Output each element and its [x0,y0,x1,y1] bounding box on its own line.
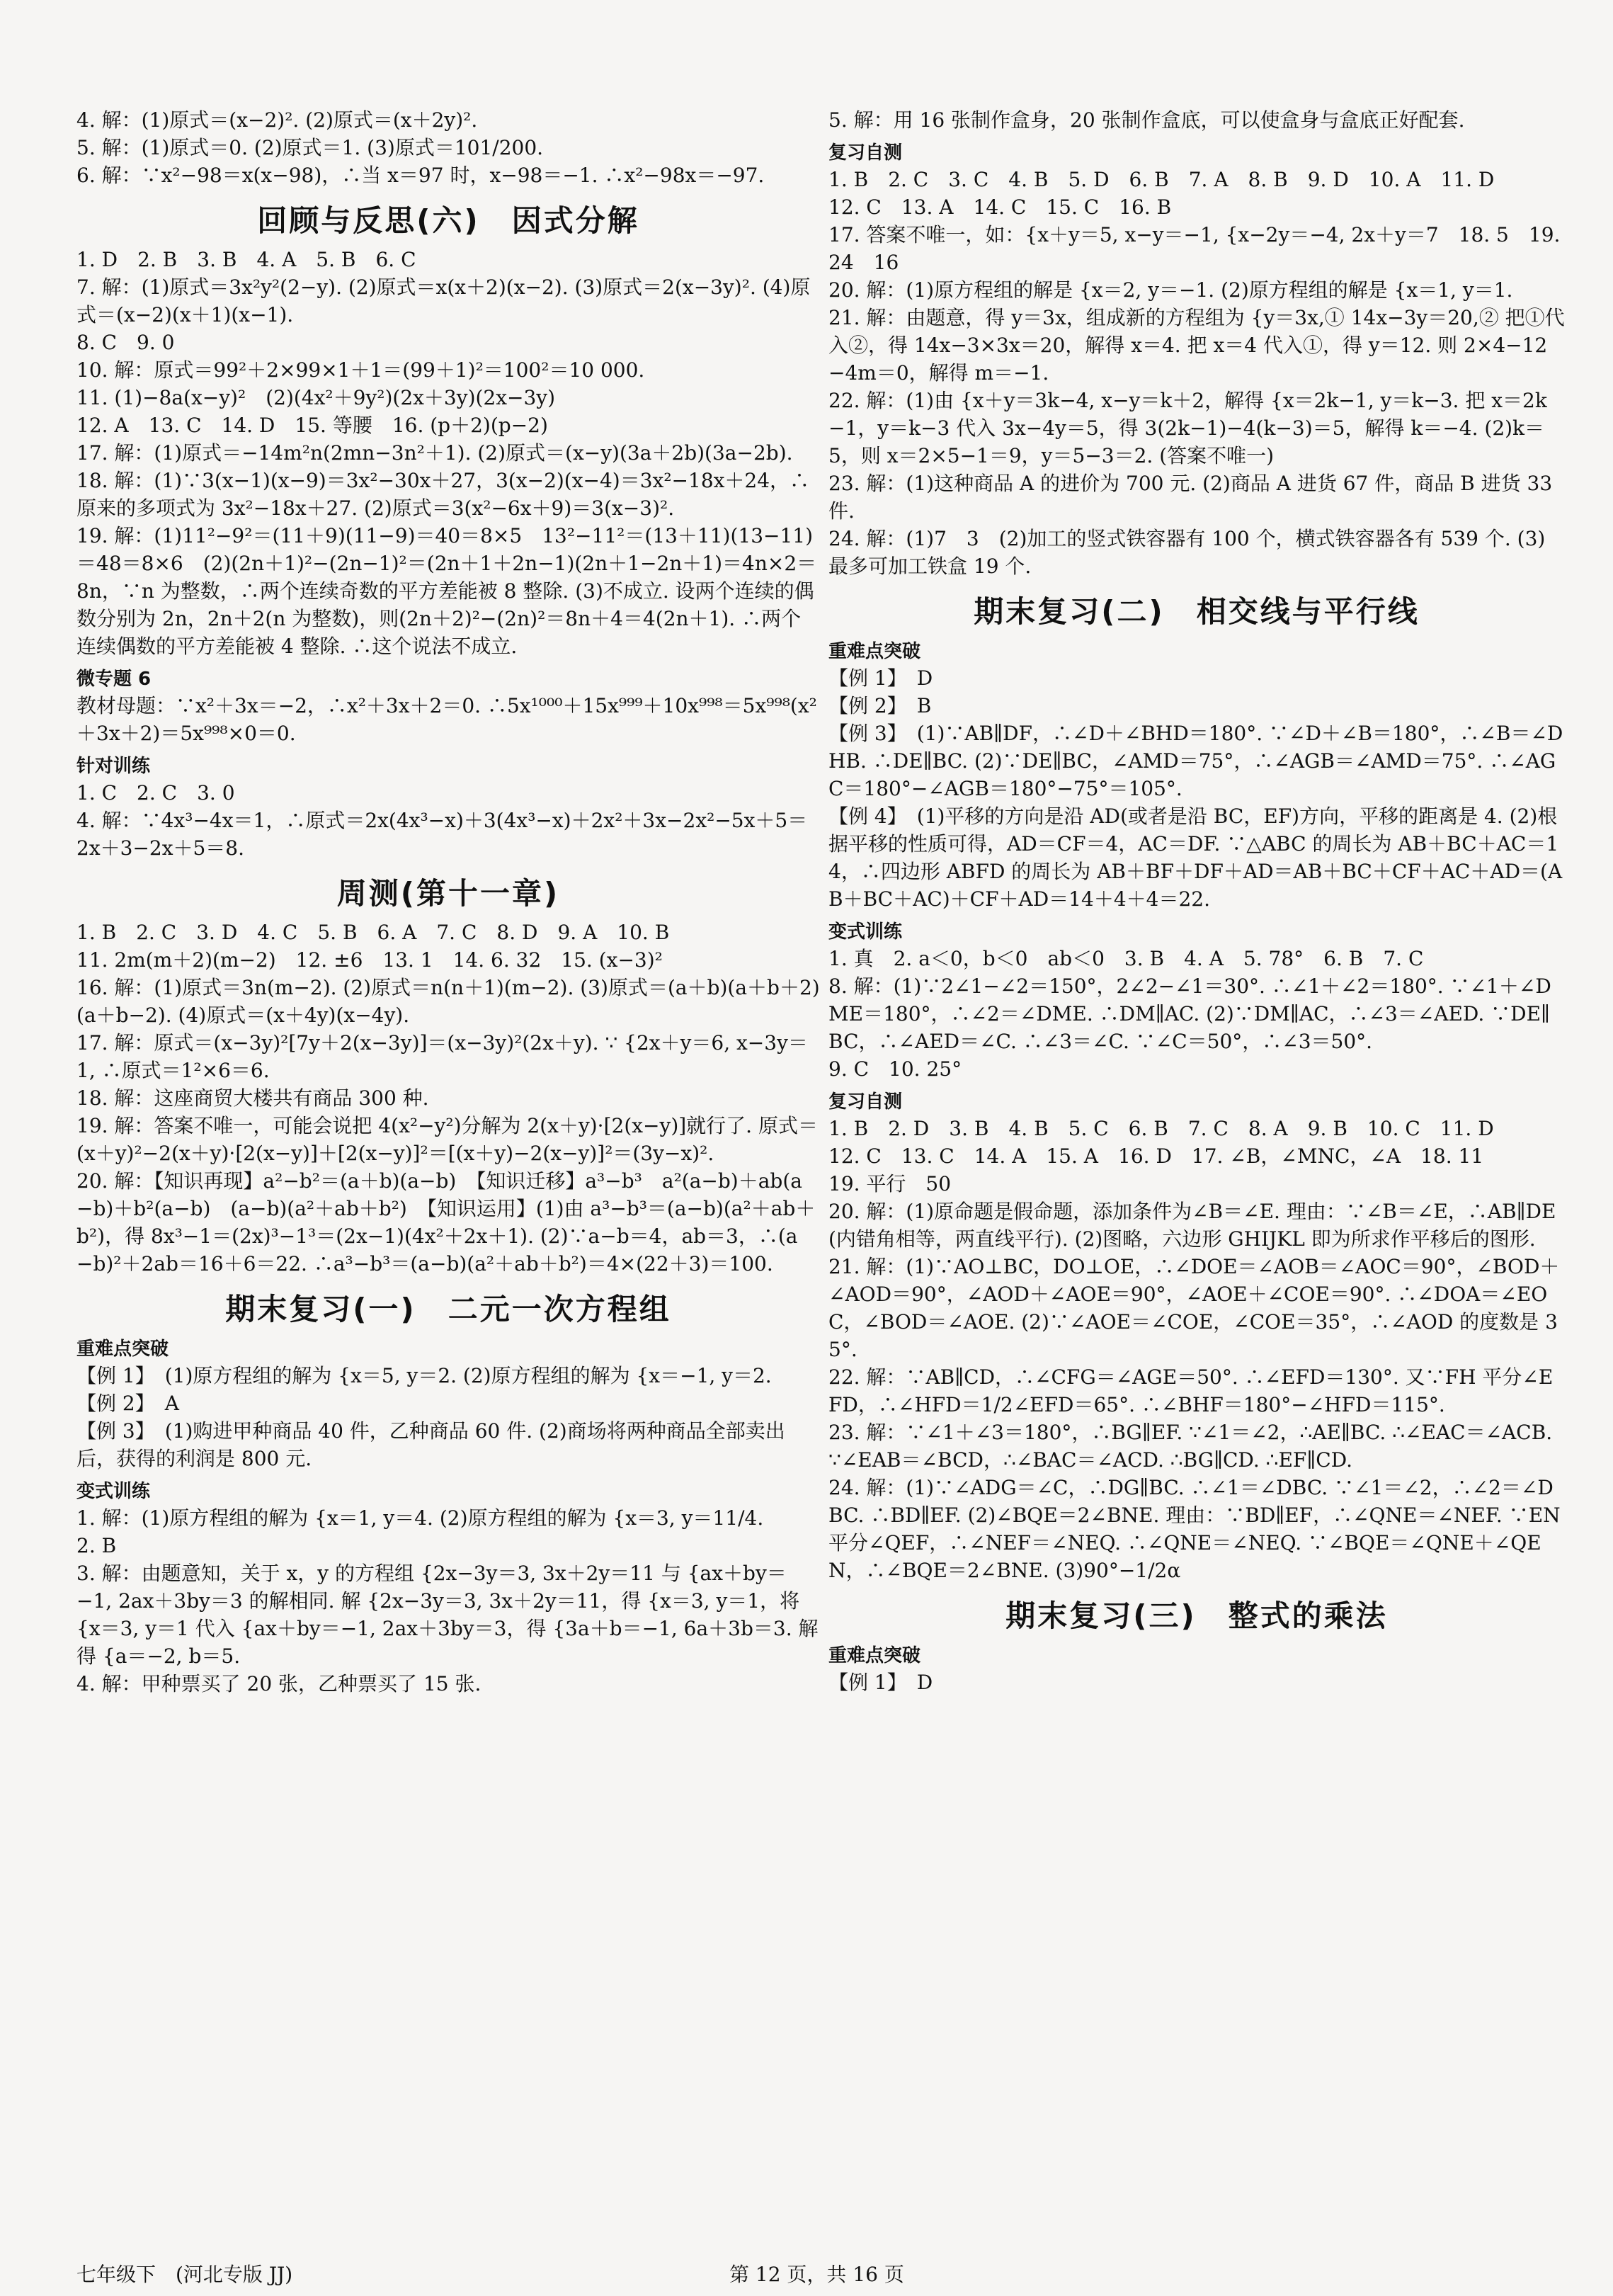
answer-line: 【例 3】 (1)∵AB∥DF，∴∠D＋∠BHD＝180°. ∵∠D＋∠B＝180°，∴∠B＝∠DHB. ∴DE∥BC. (2)∵DE∥BC，∠AMD＝75°，∴∠AGB＝∠AMD＝75°. ∴∠AGC＝180°−∠AGB＝180°−75°＝105°. [828,722,1563,800]
answer-line: 12. C 13. A 14. C 15. C 16. B [828,195,1172,219]
subsection-title: 复习自测 [828,142,903,164]
answer-line: 5. 解：(1)原式＝0. (2)原式＝1. (3)原式＝101/200. [76,136,544,159]
answer-line: 9. C 10. 25° [828,1057,962,1081]
answer-line: 【例 1】 D [828,1671,933,1694]
footer-grade-label: 七年级下 (河北专版 JJ) [76,2263,293,2286]
answer-line: 7. 解：(1)原式＝3x²y²(2−y). (2)原式＝x(x＋2)(x−2). (3)原式＝2(x−3y)². (4)原式＝(x−2)(x＋1)(x−1). [76,275,811,326]
answer-line: 17. 解：(1)原式＝−14m²n(2mn−3n²＋1). (2)原式＝(x−y)(3a＋2b)(3a−2b). [76,441,793,465]
answer-line: 4. 解：∵4x³−4x＝1，∴原式＝2x(4x³−x)＋3(4x³−x)＋2x²＋3x−2x²−5x＋5＝2x＋3−2x＋5＝8. [76,809,808,860]
answer-line: 19. 平行 50 [828,1172,952,1195]
answer-line: 4. 解：(1)原式＝(x−2)². (2)原式＝(x＋2y)². [76,108,478,132]
subsection-title: 重难点突破 [828,641,921,662]
answer-line: 18. 解：(1)∵3(x−1)(x−9)＝3x²−30x＋27，3(x−2)(x−4)＝3x²−18x＋24，∴原来的多项式为 3x²−18x＋27. (2)原式＝3(x²−6x＋9)＝3(x−3)². [76,469,810,520]
answer-line: 17. 解：原式＝(x−3y)²[7y＋2(x−3y)]＝(x−3y)²(2x＋y). ∵ {2x＋y＝6, x−3y＝1, ∴原式＝1²×6＝6. [76,1031,808,1082]
answer-line: 1. C 2. C 3. 0 [76,781,235,805]
answer-line: 18. 解：这座商贸大楼共有商品 300 种. [76,1086,429,1110]
subsection-title: 变式训练 [828,921,903,943]
answer-line: 【例 2】 A [76,1392,179,1415]
answer-line: 3. 解：由题意知，关于 x，y 的方程组 {2x−3y＝3, 3x＋2y＝11 与 {ax＋by＝−1, 2ax＋3by＝3 的解相同. 解 {2x−3y＝3, 3x＋2y＝11，得 {x＝3, y＝1，将 {x＝3, y＝1 代入 {ax＋by＝−1, 2ax＋3by＝3，得 {3a＋b＝−1, 6a＋3b＝3. 解得 {a＝−2, b＝5. [76,1562,819,1668]
answer-line: 4. 解：甲种票买了 20 张，乙种票买了 15 张. [76,1672,481,1695]
answer-line: 21. 解：(1)∵AO⊥BC，DO⊥OE，∴∠DOE＝∠AOB＝∠AOC＝90°，∠BOD＋∠AOD＝90°，∠AOD＋∠AOE＝90°，∠AOE＋∠COE＝90°. ∴∠DOA＝∠EOC，∠BOD＝∠AOE. (2)∵∠AOE＝∠COE，∠COE＝35°，∴∠AOD 的度数是 35°. [828,1255,1560,1361]
answer-line: 22. 解：∵AB∥CD，∴∠CFG＝∠AGE＝50°. ∴∠EFD＝130°. 又∵FH 平分∠EFD，∴∠HFD＝1/2∠EFD＝65°. ∴∠BHF＝180°−∠HFD＝115°. [828,1365,1554,1416]
answer-line: 【例 3】 (1)购进甲种商品 40 件，乙种商品 60 件. (2)商场将两种商品全部卖出后，获得的利润是 800 元. [76,1419,785,1470]
answer-line: 20. 解：(1)原方程组的解是 {x＝2, y＝−1. (2)原方程组的解是 {x＝1, y＝1. [828,278,1513,302]
left-column [76,106,820,1698]
answer-line: 1. B 2. C 3. D 4. C 5. B 6. A 7. C 8. D 9. A 10. B [76,921,670,944]
subsection-title: 针对训练 [76,756,151,777]
answer-line: 22. 解：(1)由 {x＋y＝3k−4, x−y＝k＋2，解得 {x＝2k−1, y＝k−3. 把 x＝2k−1，y＝k−3 代入 3x−4y＝5，得 3(2k−1)−4(k−3)＝5，解得 k＝−4. (2)k＝5，则 x＝2×5−1＝9，y＝5−3＝2. (答案不唯一) [828,389,1547,467]
answer-line: 12. C 13. C 14. A 15. A 16. D 17. ∠B，∠MNC，∠A 18. 11 [828,1144,1484,1168]
answer-line: 24. 解：(1)7 3 (2)加工的竖式铁容器有 100 个，横式铁容器各有 539 个. (3)最多可加工铁盒 19 个. [828,527,1546,578]
answer-line: 6. 解：∵x²−98＝x(x−98)，∴当 x＝97 时，x−98＝−1. ∴x²−98x＝−97. [76,164,765,187]
answer-line: 1. 真 2. a＜0，b＜0 ab＜0 3. B 4. A 5. 78° 6. B 7. C [828,947,1424,970]
answer-line: 19. 解：(1)11²−9²＝(11＋9)(11−9)＝40＝8×5 13²−11²＝(13＋11)(13−11)＝48＝8×6 (2)(2n＋1)²−(2n−1)²＝(2n＋1＋2n−1)(2n＋1−2n＋1)＝4n×2＝8n，∵n 为整数，∴两个连续奇数的平方差能被 8 整除. (3)不成立. 设两个连续的偶数分别为 2n，2n＋2(n 为整数)，则(2n＋2)²−(2n)²＝8n＋4＝4(2n＋1). ∴两个连续偶数的平方差能被 4 整除. ∴这个说法不成立. [76,524,817,658]
section-title: 期末复习(一) 二元一次方程组 [225,1292,671,1326]
subsection-title: 重难点突破 [76,1339,169,1360]
footer-page-number: 第 12 页，共 16 页 [729,2263,904,2286]
answer-line: 8. 解：(1)∵2∠1−∠2＝150°，2∠2−∠1＝30°. ∴∠1＋∠2＝180°. ∵∠1＋∠DME＝180°，∴∠2＝∠DME. ∴DM∥AC. (2)∵DM∥AC，∴∠3＝∠AED. ∵DE∥BC，∴∠AED＝∠C. ∴∠3＝∠C. ∵∠C＝50°，∴∠3＝50°. [828,974,1551,1053]
section-title: 周测(第十一章) [336,876,560,911]
subsection-title: 变式训练 [76,1481,151,1502]
answer-line: 1. B 2. C 3. C 4. B 5. D 6. B 7. A 8. B 9. D 10. A 11. D [828,168,1495,191]
answer-line: 5. 解：用 16 张制作盒身，20 张制作盒底，可以使盒身与盒底正好配套. [828,108,1465,132]
answer-line: 1. D 2. B 3. B 4. A 5. B 6. C [76,248,416,271]
answer-line: 【例 1】 (1)原方程组的解为 {x＝5, y＝2. (2)原方程组的解为 {x＝−1, y＝2. [76,1364,772,1387]
right-column [828,106,1565,1696]
answer-line: 11. 2m(m＋2)(m−2) 12. ±6 13. 1 14. 6. 32 15. (x−3)² [76,948,663,972]
section-title: 回顾与反思(六) 因式分解 [257,203,639,238]
answer-line: 20. 解：(1)原命题是假命题，添加条件为∠B＝∠E. 理由：∵∠B＝∠E，∴AB∥DE(内错角相等，两直线平行). (2)图略，六边形 GHIJKL 即为所求作平移后的图形. [828,1200,1556,1251]
answer-line: 教材母题：∵x²＋3x＝−2，∴x²＋3x＋2＝0. ∴5x¹⁰⁰⁰＋15x⁹⁹⁹＋10x⁹⁹⁸＝5x⁹⁹⁸(x²＋3x＋2)＝5x⁹⁹⁸×0＝0. [76,694,817,745]
answer-line: 19. 解：答案不唯一，可能会说把 4(x²−y²)分解为 2(x＋y)·[2(x−y)]就行了. 原式＝(x＋y)²−2(x＋y)·[2(x−y)]＋[2(x−y)]²＝[(x＋y)−2(x−y)]²＝(3y−x)². [76,1114,818,1165]
answer-line: 17. 答案不唯一，如：{x＋y＝5, x−y＝−1, {x−2y＝−4, 2x＋y＝7 18. 5 19. 24 16 [828,223,1561,274]
section-title: 期末复习(二) 相交线与平行线 [974,594,1420,629]
answer-line: 1. 解：(1)原方程组的解为 {x＝1, y＝4. (2)原方程组的解为 {x＝3, y＝11/4. [76,1506,764,1530]
answer-line: 【例 2】 B [828,694,932,717]
answer-line: 2. B [76,1534,117,1557]
answer-line: 23. 解：(1)这种商品 A 的进价为 700 元. (2)商品 A 进货 67 件，商品 B 进货 33 件. [828,472,1553,523]
answer-line: 12. A 13. C 14. D 15. 等腰 16. (p＋2)(p−2) [76,414,548,437]
answer-line: 1. B 2. D 3. B 4. B 5. C 6. B 7. C 8. A 9. B 10. C 11. D [828,1117,1494,1140]
answer-line: 23. 解：∵∠1＋∠3＝180°，∴BG∥EF. ∵∠1＝∠2，∴AE∥BC. ∴∠EAC＝∠ACB. ∵∠EAB＝∠BCD，∴∠BAC＝∠ACD. ∴BG∥CD. ∴EF∥CD. [828,1421,1553,1472]
answer-line: 11. (1)−8a(x−y)² (2)(4x²＋9y²)(2x＋3y)(2x−3y) [76,386,556,409]
subsection-title: 微专题 6 [76,669,152,690]
answer-line: 8. C 9. 0 [76,331,175,354]
subsection-title: 重难点突破 [828,1645,921,1666]
answer-line: 16. 解：(1)原式＝3n(m−2). (2)原式＝n(n＋1)(m−2). (3)原式＝(a＋b)(a＋b＋2)(a＋b−2). (4)原式＝(x＋4y)(x−4y). [76,976,820,1027]
answer-line: 【例 1】 D [828,666,933,690]
subsection-title: 复习自测 [828,1091,903,1113]
answer-line: 24. 解：(1)∵∠ADG＝∠C，∴DG∥BC. ∴∠1＝∠DBC. ∵∠1＝∠2，∴∠2＝∠DBC. ∴BD∥EF. (2)∠BQE＝2∠BNE. 理由：∵BD∥EF，∴∠QNE＝∠NEF. ∵EN 平分∠QEF，∴∠NEF＝∠NEQ. ∴∠QNE＝∠NEQ. ∵∠BQE＝∠QNE＋∠QEN，∴∠BQE＝2∠BNE. (3)90°−1/2α [828,1476,1561,1582]
answer-line: 【例 4】 (1)平移的方向是沿 AD(或者是沿 BC，EF)方向，平移的距离是 4. (2)根据平移的性质可得，AD＝CF＝4，AC＝DF. ∵△ABC 的周长为 AB＋BC＋AC＝14，∴四边形 ABFD 的周长为 AB＋BF＋DF＋AD＝AB＋BC＋CF＋AC＋AD＝(AB＋BC＋AC)＋CF＋AD＝14＋4＋4＝22. [828,805,1563,911]
answer-line: 21. 解：由题意，得 y＝3x，组成新的方程组为 {y＝3x,① 14x−3y＝20,② 把①代入②，得 14x−3×3x＝20，解得 x＝4. 把 x＝4 代入①，得 y＝12. 则 2×4−12−4m＝0，解得 m＝−1. [828,306,1565,385]
section-title: 期末复习(三) 整式的乘法 [1005,1598,1388,1633]
answer-line: 10. 解：原式＝99²＋2×99×1＋1＝(99＋1)²＝100²＝10 000. [76,358,645,382]
answer-line: 20. 解：【知识再现】a²−b²＝(a＋b)(a−b) 【知识迁移】a³−b³ a²(a−b)＋ab(a−b)＋b²(a−b) (a−b)(a²＋ab＋b²) 【知识运用】(1)由 a³−b³＝(a−b)(a²＋ab＋b²)，得 8x³−1＝(2x)³−1³＝(2x−1)(4x²＋2x＋1). (2)∵a−b＝4，ab＝3，∴(a−b)²＋2ab＝16＋6＝22. ∴a³−b³＝(a−b)(a²＋ab＋b²)＝4×(22＋3)＝100. [76,1169,816,1275]
